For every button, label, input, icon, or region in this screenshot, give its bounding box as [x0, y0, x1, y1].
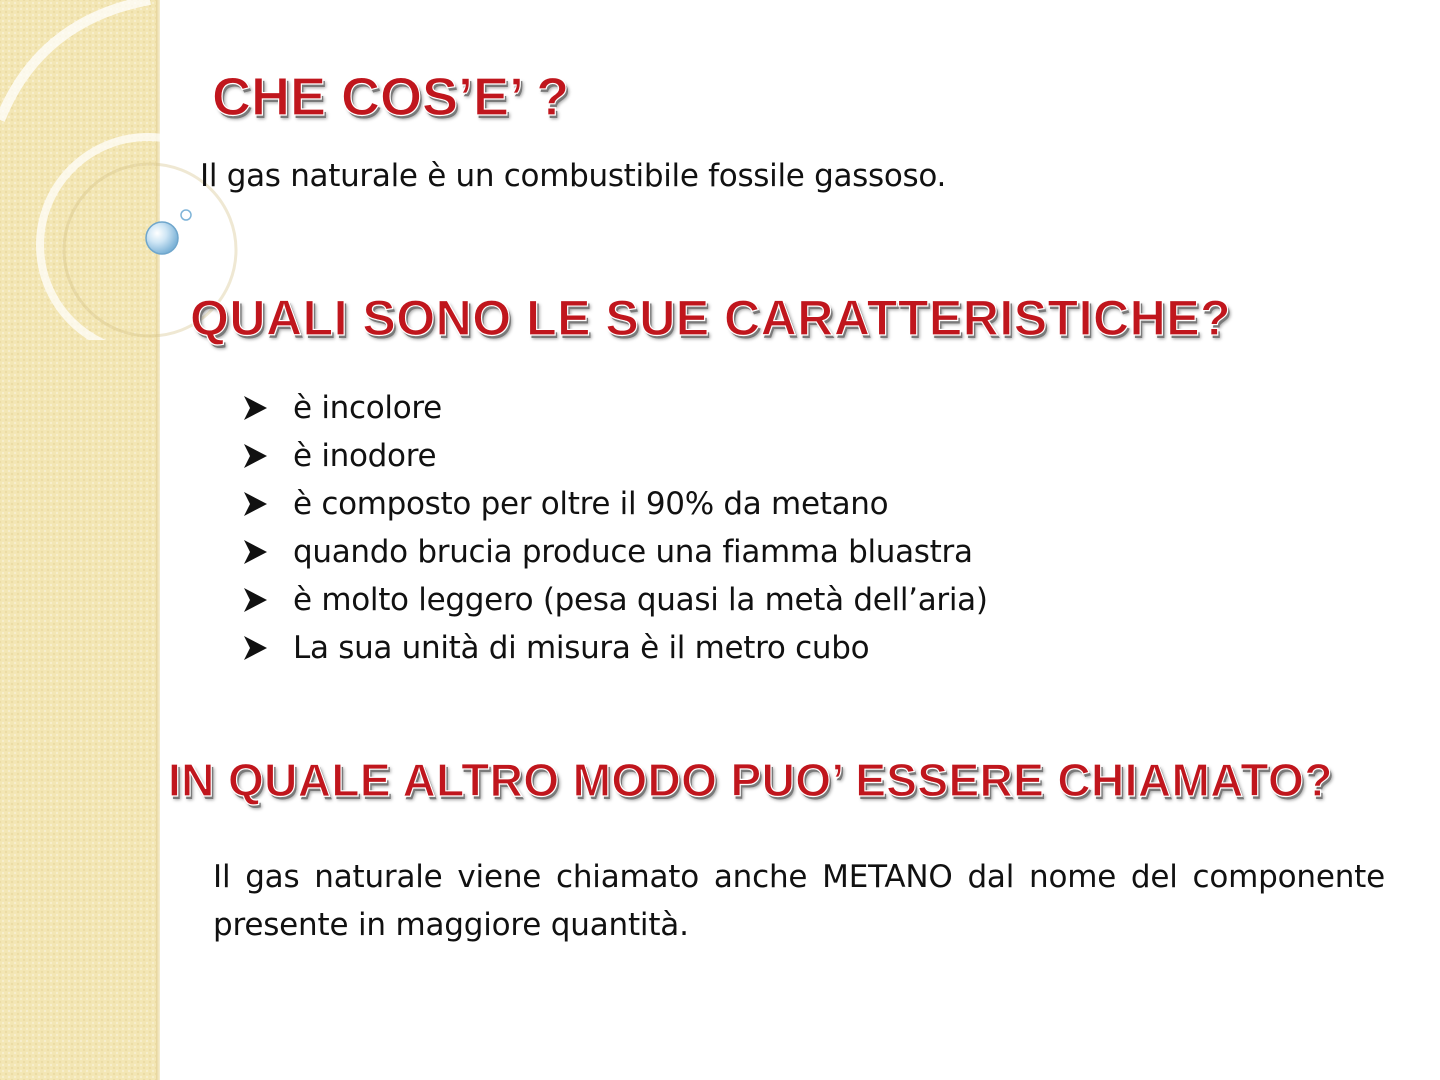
list-item	[240, 384, 988, 432]
heading-characteristics: QUALI SONO LE SUE CARATTERISTICHE?	[190, 290, 1232, 346]
deco-bubble-small	[181, 210, 191, 220]
arrow-bullet-icon	[240, 633, 270, 663]
list-item	[240, 576, 988, 624]
list-item-text: è incolore	[293, 390, 442, 426]
list-item-text: è molto leggero (pesa quasi la metà dell’aria)	[293, 582, 988, 618]
arrow-bullet-icon	[240, 585, 270, 615]
other-name-answer-text: Il gas naturale viene chiamato anche METANO dal nome del componente presente in maggiore quantità.	[213, 859, 1385, 943]
heading-what-is-it: CHE COS’E’ ?	[212, 67, 570, 127]
list-item-text: è inodore	[293, 438, 437, 474]
intro-definition-text: Il gas naturale è un combustibile fossile gassoso.	[200, 158, 947, 194]
arrow-bullet-icon	[240, 393, 270, 423]
list-item	[240, 624, 988, 672]
list-item	[240, 432, 988, 480]
arrow-bullet-icon	[240, 489, 270, 519]
deco-bubble	[146, 222, 178, 254]
list-item-text: è composto per oltre il 90% da metano	[293, 486, 889, 522]
arrow-bullet-icon	[240, 537, 270, 567]
list-item	[240, 528, 988, 576]
arrow-bullet-icon	[240, 441, 270, 471]
heading-other-name: IN QUALE ALTRO MODO PUO’ ESSERE CHIAMATO?	[168, 754, 1333, 806]
list-item-text: La sua unità di misura è il metro cubo	[293, 630, 870, 666]
list-item	[240, 480, 988, 528]
characteristics-list	[240, 384, 988, 672]
list-item-text: quando brucia produce una fiamma bluastra	[293, 534, 973, 570]
deco-arc-top	[0, 0, 150, 120]
